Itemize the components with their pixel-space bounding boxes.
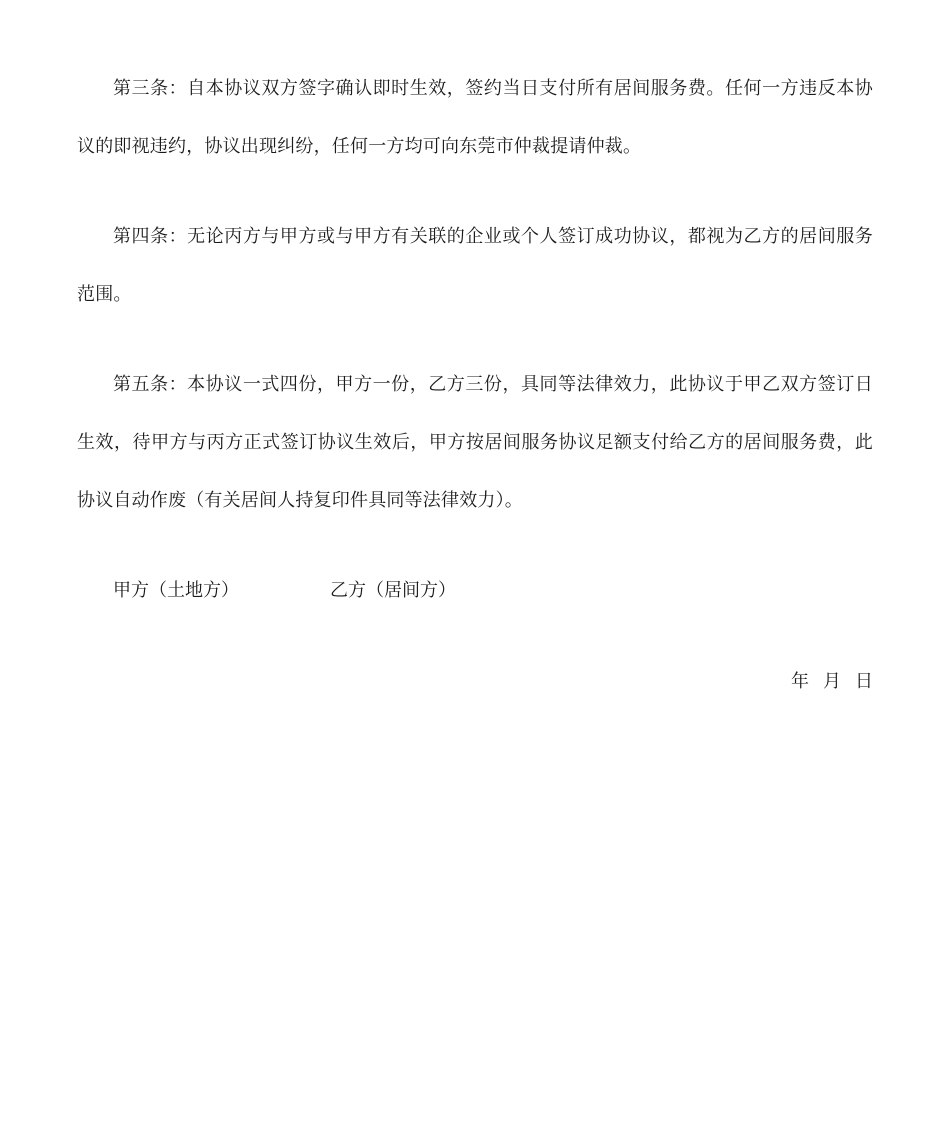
date-year-label: 年: [791, 671, 809, 692]
date-day-label: 日: [855, 671, 873, 692]
clause-5: 第五条：本协议一式四份，甲方一份，乙方三份，具同等法律效力，此协议于甲乙双方签订日生效，待甲方与丙方正式签订协议生效后，甲方按居间服务协议足额支付给乙方的居间服务费，此协议自动作废（有关居间人持复印件具同等法律效力）。: [77, 374, 873, 511]
party-b-signature-label: 乙方（居间方）: [330, 580, 456, 601]
date-line: [791, 653, 873, 711]
party-a-signature-label: 甲方（土地方）: [113, 580, 239, 601]
clause-4: 第四条：无论丙方与甲方或与甲方有关联的企业或个人签订成功协议，都视为乙方的居间服务范围。: [77, 226, 873, 305]
clause-3: 第三条：自本协议双方签字确认即时生效，签约当日支付所有居间服务费。任何一方违反本协议的即视违约，协议出现纠纷，任何一方均可向东莞市仲裁提请仲裁。: [77, 78, 873, 157]
date-month-label: 月: [823, 671, 841, 692]
